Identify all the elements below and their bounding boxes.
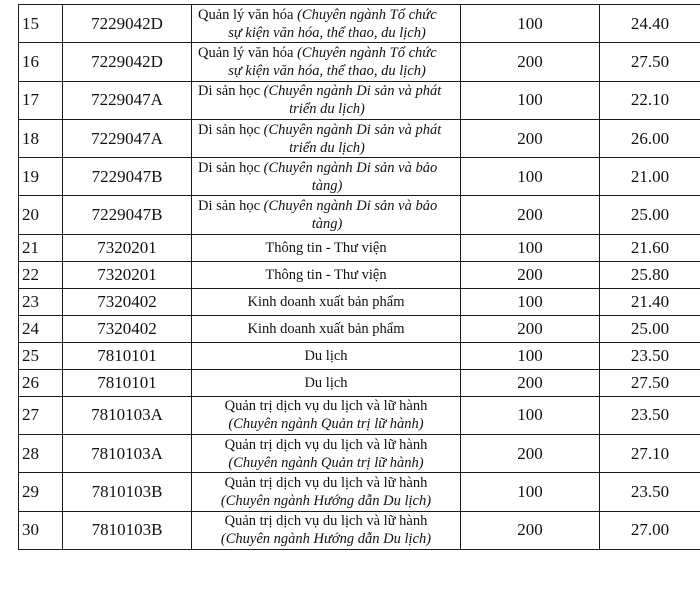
cutoff-score: 27.00 xyxy=(600,511,700,549)
admission-method: 100 xyxy=(461,234,600,261)
admission-method: 200 xyxy=(461,435,600,473)
major-name: Quản trị dịch vụ du lịch và lữ hành xyxy=(224,436,428,453)
major-name: Di sản học xyxy=(198,159,261,176)
table-row xyxy=(19,396,700,434)
major-specialization-cont: tàng) xyxy=(311,177,343,194)
table-row xyxy=(19,435,700,473)
row-number: 25 xyxy=(19,342,63,369)
cutoff-score: 23.50 xyxy=(600,342,700,369)
major-name: Di sản học xyxy=(198,83,261,100)
major-specialization-cont: sự kiện văn hóa, thể thao, du lịch) xyxy=(228,62,426,79)
table-row xyxy=(19,81,700,119)
cutoff-score: 25.00 xyxy=(600,315,700,342)
admission-method: 100 xyxy=(461,288,600,315)
major-specialization: (Chuyên ngành Di sản và bảo xyxy=(263,159,438,176)
major-cell xyxy=(192,342,461,369)
cutoff-score: 21.60 xyxy=(600,234,700,261)
major-cell xyxy=(192,261,461,288)
major-code: 7320402 xyxy=(63,288,192,315)
major-cell xyxy=(192,119,461,157)
row-number: 16 xyxy=(19,43,63,81)
admission-method: 100 xyxy=(461,473,600,511)
table-row xyxy=(19,261,700,288)
major-name: Kinh doanh xuất bản phẩm xyxy=(247,320,405,337)
major-name: Kinh doanh xuất bản phẩm xyxy=(247,293,405,310)
cutoff-score: 22.10 xyxy=(600,81,700,119)
major-cell xyxy=(192,315,461,342)
major-name: Quản trị dịch vụ du lịch và lữ hành xyxy=(224,475,428,492)
major-code: 7810103A xyxy=(63,396,192,434)
major-specialization: (Chuyên ngành Quản trị lữ hành) xyxy=(228,416,424,433)
table-row xyxy=(19,234,700,261)
major-code: 7229047B xyxy=(63,196,192,234)
major-name: Thông tin - Thư viện xyxy=(265,239,387,256)
admission-method: 100 xyxy=(461,5,600,43)
major-name: Thông tin - Thư viện xyxy=(265,266,387,283)
table-row xyxy=(19,43,700,81)
major-code: 7810103A xyxy=(63,435,192,473)
cutoff-score: 25.00 xyxy=(600,196,700,234)
admission-method: 200 xyxy=(461,196,600,234)
major-cell xyxy=(192,5,461,43)
major-cell xyxy=(192,288,461,315)
major-specialization: (Chuyên ngành Di sản và phát xyxy=(263,83,442,100)
major-specialization-cont: tàng) xyxy=(311,216,343,233)
major-specialization-cont: sự kiện văn hóa, thể thao, du lịch) xyxy=(228,24,426,41)
row-number: 19 xyxy=(19,158,63,196)
major-cell xyxy=(192,43,461,81)
table-row xyxy=(19,158,700,196)
row-number: 30 xyxy=(19,511,63,549)
major-specialization: (Chuyên ngành Tổ chức xyxy=(297,6,437,23)
major-specialization-cont: triển du lịch) xyxy=(289,139,365,156)
major-specialization: (Chuyên ngành Hướng dẫn Du lịch) xyxy=(220,493,432,510)
major-name: Du lịch xyxy=(304,374,348,391)
major-specialization: (Chuyên ngành Hướng dẫn Du lịch) xyxy=(220,531,432,548)
major-name: Quản lý văn hóa xyxy=(198,6,294,23)
admission-method: 100 xyxy=(461,342,600,369)
major-code: 7229047A xyxy=(63,81,192,119)
major-code: 7320402 xyxy=(63,315,192,342)
major-specialization: (Chuyên ngành Di sản và phát xyxy=(263,121,442,138)
row-number: 17 xyxy=(19,81,63,119)
row-number: 22 xyxy=(19,261,63,288)
row-number: 15 xyxy=(19,5,63,43)
major-cell xyxy=(192,234,461,261)
table-row xyxy=(19,315,700,342)
major-name: Du lịch xyxy=(304,347,348,364)
table-row xyxy=(19,5,700,43)
row-number: 18 xyxy=(19,119,63,157)
cutoff-score: 24.40 xyxy=(600,5,700,43)
cutoff-score: 26.00 xyxy=(600,119,700,157)
admission-score-table xyxy=(18,4,700,550)
table-body xyxy=(19,5,700,550)
row-number: 23 xyxy=(19,288,63,315)
cutoff-score: 25.80 xyxy=(600,261,700,288)
major-cell xyxy=(192,158,461,196)
major-code: 7810101 xyxy=(63,342,192,369)
major-name: Di sản học xyxy=(198,198,261,215)
major-specialization: (Chuyên ngành Tổ chức xyxy=(297,44,437,61)
major-name: Di sản học xyxy=(198,121,261,138)
major-cell xyxy=(192,396,461,434)
table-row xyxy=(19,288,700,315)
row-number: 29 xyxy=(19,473,63,511)
admission-method: 200 xyxy=(461,119,600,157)
major-code: 7810101 xyxy=(63,369,192,396)
cutoff-score: 23.50 xyxy=(600,473,700,511)
major-code: 7229042D xyxy=(63,43,192,81)
major-code: 7320201 xyxy=(63,261,192,288)
major-cell xyxy=(192,196,461,234)
table-row xyxy=(19,369,700,396)
admission-method: 200 xyxy=(461,261,600,288)
admission-method: 100 xyxy=(461,81,600,119)
major-cell xyxy=(192,473,461,511)
admission-method: 200 xyxy=(461,511,600,549)
row-number: 27 xyxy=(19,396,63,434)
major-cell xyxy=(192,369,461,396)
admission-method: 200 xyxy=(461,369,600,396)
row-number: 24 xyxy=(19,315,63,342)
table-row xyxy=(19,473,700,511)
major-name: Quản trị dịch vụ du lịch và lữ hành xyxy=(224,513,428,530)
major-name: Quản lý văn hóa xyxy=(198,44,294,61)
table-row xyxy=(19,511,700,549)
admission-method: 100 xyxy=(461,396,600,434)
cutoff-score: 27.10 xyxy=(600,435,700,473)
row-number: 20 xyxy=(19,196,63,234)
major-code: 7229047B xyxy=(63,158,192,196)
table-row xyxy=(19,119,700,157)
major-code: 7810103B xyxy=(63,511,192,549)
major-cell xyxy=(192,511,461,549)
major-code: 7810103B xyxy=(63,473,192,511)
row-number: 21 xyxy=(19,234,63,261)
major-name: Quản trị dịch vụ du lịch và lữ hành xyxy=(224,398,428,415)
major-code: 7229047A xyxy=(63,119,192,157)
major-code: 7320201 xyxy=(63,234,192,261)
cutoff-score: 27.50 xyxy=(600,43,700,81)
major-specialization-cont: triển du lịch) xyxy=(289,101,365,118)
cutoff-score: 21.00 xyxy=(600,158,700,196)
major-specialization: (Chuyên ngành Di sản và bảo xyxy=(263,198,438,215)
admission-method: 200 xyxy=(461,315,600,342)
major-code: 7229042D xyxy=(63,5,192,43)
cutoff-score: 21.40 xyxy=(600,288,700,315)
table-row xyxy=(19,342,700,369)
cutoff-score: 23.50 xyxy=(600,396,700,434)
major-specialization: (Chuyên ngành Quản trị lữ hành) xyxy=(228,454,424,471)
cutoff-score: 27.50 xyxy=(600,369,700,396)
admission-method: 200 xyxy=(461,43,600,81)
table-row xyxy=(19,196,700,234)
row-number: 28 xyxy=(19,435,63,473)
major-cell xyxy=(192,81,461,119)
major-cell xyxy=(192,435,461,473)
admission-method: 100 xyxy=(461,158,600,196)
row-number: 26 xyxy=(19,369,63,396)
